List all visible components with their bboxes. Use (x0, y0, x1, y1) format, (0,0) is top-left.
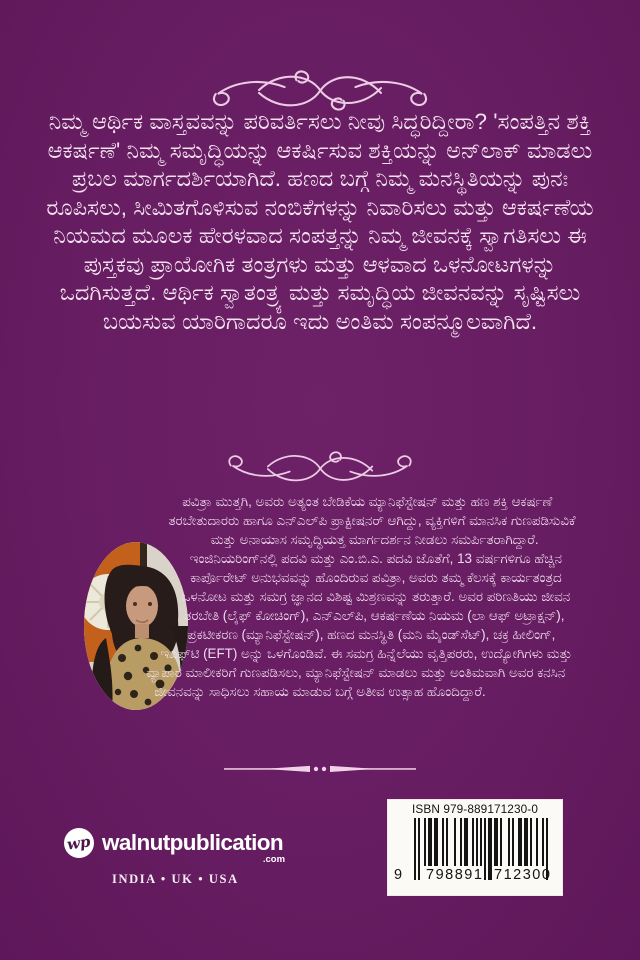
barcode-digits-group1: 798891 (426, 866, 484, 883)
barcode-digits-group2: 712300 (494, 866, 552, 883)
flourish-divider-icon (219, 450, 421, 490)
synopsis-text: ನಿಮ್ಮ ಆರ್ಥಿಕ ವಾಸ್ತವವನ್ನು ಪರಿವರ್ತಿಸಲು ನೀವು ಸಿದ್ಧರಿದ್ದೀರಾ? 'ಸಂಪತ್ತಿನ ಶಕ್ತಿ ಆಕರ್ಷಣೆ' ನಿಮ್ಮ ಸಮೃದ್ಧಿಯನ್ನು ಆಕರ್ಷಿಸುವ ಶಕ್ತಿಯನ್ನು ಅನ್‌ಲಾಕ್ ಮಾಡಲು ಪ್ರಬಲ ಮಾರ್ಗದರ್ಶಿಯಾಗಿದೆ. ಹಣದ ಬಗ್ಗೆ ನಿಮ್ಮ ಮನಸ್ಥಿತಿಯನ್ನು ಪುನಃ ರೂಪಿಸಲು, ಸೀಮಿತಗೊಳಿಸುವ ನಂಬಿಕೆಗಳನ್ನು ನಿವಾರಿಸಲು ಮತ್ತು ಆಕರ್ಷಣೆಯ ನಿಯಮದ ಮೂಲಕ ಹೇರಳವಾದ ಸಂಪತ್ತನ್ನು ನಿಮ್ಮ ಜೀವನಕ್ಕೆ ಸ್ವಾಗತಿಸಲು ಈ ಪುಸ್ತಕವು ಪ್ರಾಯೋಗಿಕ ತಂತ್ರಗಳು ಮತ್ತು ಆಳವಾದ ಒಳನೋಟಗಳನ್ನು ಒದಗಿಸುತ್ತದೆ. ಆರ್ಥಿಕ ಸ್ವಾತಂತ್ರ್ಯ ಮತ್ತು ಸಮೃದ್ಧಿಯ ಜೀವನವನ್ನು ಸೃಷ್ಟಿಸಲು ಬಯಸುವ ಯಾರಿಗಾದರೂ ಇದು ಅಂತಿಮ ಸಂಪನ್ಮೂಲವಾಗಿದೆ. (46, 109, 594, 334)
section-divider-icon (224, 762, 416, 774)
flourish-ornament-icon (202, 68, 438, 112)
publisher-domain: .com (262, 853, 286, 865)
publisher-monogram: wp (66, 831, 92, 854)
publisher-name: walnutpublication (102, 829, 284, 855)
barcode-digit-lead: 9 (394, 866, 403, 883)
publisher-block (64, 828, 284, 887)
isbn-barcode (387, 799, 563, 896)
publisher-logo-icon (64, 828, 94, 858)
author-bio-section (64, 492, 576, 714)
isbn-number: ISBN 979-889171230-0 (412, 802, 538, 816)
publisher-regions: INDIA • UK • USA (112, 872, 239, 886)
author-bio-text: ಪವಿತ್ರಾ ಮುತ್ತಗಿ, ಅವರು ಅತ್ಯಂತ ಬೇಡಿಕೆಯ ಮ್ಯಾನಿಫೆಸ್ಟೇಷನ್ ಮತ್ತು ಹಣ ಶಕ್ತಿ ಆಕರ್ಷಣೆ ತರಬೇತುದಾರರು ಹಾಗೂ ಎನ್‌ಎಲ್‌ಪಿ ಪ್ರಾಕ್ಟೀಷನರ್ ಆಗಿದ್ದು, ವ್ಯಕ್ತಿಗಳಿಗೆ ಮಾನಸಿಕ ಗುಣಪಡಿಸುವಿಕೆ ಮತ್ತು ಅನಾಯಾಸ ಸಮೃದ್ಧಿಯತ್ತ ಮಾರ್ಗದರ್ಶನ ನೀಡಲು ಸಮರ್ಪಿತರಾಗಿದ್ದಾರೆ. ಇಂಜಿನಿಯರಿಂಗ್‌ನಲ್ಲಿ ಪದವಿ ಮತ್ತು ಎಂ.ಬಿ.ಎ. ಪದವಿ ಜೊತೆಗೆ, 13 ವರ್ಷಗಳಿಗೂ ಹೆಚ್ಚಿನ ಕಾರ್ಪೊರೇಟ್ ಅನುಭವವನ್ನು ಹೊಂದಿರುವ ಪವಿತ್ರಾ, ಅವರು ತಮ್ಮ ಕೆಲಸಕ್ಕೆ ಕಾರ್ಯತಂತ್ರದ ಒಳನೋಟ ಮತ್ತು ಸಮಗ್ರ ಜ್ಞಾನದ ವಿಶಿಷ್ಟ ಮಿಶ್ರಣವನ್ನು ತರುತ್ತಾರೆ. ಅವರ ಪರಿಣತಿಯು ಜೀವನ ತರಬೇತಿ (ಲೈಫ್ ಕೋಚಿಂಗ್), ಎನ್‌ಎಲ್‌ಪಿ, ಆಕರ್ಷಣೆಯ ನಿಯಮ (ಲಾ ಆಫ್ ಅಟ್ರಾಕ್ಷನ್), ಪ್ರಕಟೀಕರಣ (ಮ್ಯಾನಿಫೆಸ್ಟೇಷನ್), ಹಣದ ಮನಸ್ಥಿತಿ (ಮನಿ ಮೈಂಡ್‌ಸೆಟ್), ಚಕ್ರ ಹೀಲಿಂಗ್, ಇಎಫ್‌ಟಿ (EFT) ಅನ್ನು ಒಳಗೊಂಡಿವೆ. ಈ ಸಮಗ್ರ ಹಿನ್ನೆಲೆಯು ವೃತ್ತಿಪರರು, ಉದ್ಯೋಗಿಗಳು ಮತ್ತು ವ್ಯಾಪಾರ ಮಾಲೀಕರಿಗೆ ಗುಣಪಡಿಸಲು, ಮ್ಯಾನಿಫೆಸ್ಟೇಷನ್ ಮಾಡಲು ಮತ್ತು ಅಂತಿಮವಾಗಿ ಅವರ ಕನಸಿನ ಜೀವನವನ್ನು ಸಾಧಿಸಲು ಸಹಾಯ ಮಾಡುವ ಬಗ್ಗೆ ಅತೀವ ಉತ್ಸಾಹ ಹೊಂದಿದ್ದಾರೆ. (146, 494, 576, 699)
